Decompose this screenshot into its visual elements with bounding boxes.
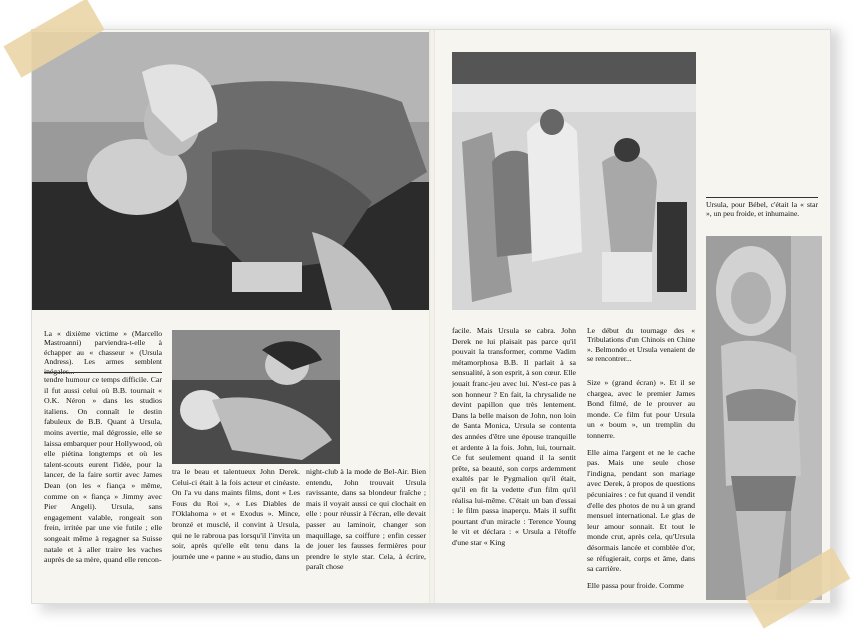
article-column-3: night-club à la mode de Bel-Air. Bien entendu, John trouvait Ursula ravissante, dans sa blondeur fraîche ; mais il voyait aussi ce qui clochait en elle : pour réussir à l'écran, elle devait passer au laminoir, changer son maquillage, sa coiffure ; enfin cesser de jouer les fausses fermières pour prendre le style star. Cela, à écrire, paraît chose bbox=[306, 467, 426, 572]
photo-beach-set bbox=[452, 52, 696, 310]
article-column-1: tendre humour ce temps difficile. Car il fut aussi celui où B.B. tournait « O.K. Néron » dans les studios italiens. On connaît le destin fabuleux de B.B. Quant à Ursula, moins avertie, mal dégrossie, elle se laissa embarquer pour Hollywood, où elle piétina longtemps et où les talent-scouts eurent l'idée, pour la lancer, de la faire sortir avec James Dean (on les « fiança » même, comme on « fiança » Jimmy avec Pier Angeli). Ursula, sans engagement valable, rongeait son frein, irritée par une vie futile ; elle songeait même à regagner sa Suisse natale et à aller traire les vaches auprès de sa mère, quand elle rencon- bbox=[44, 375, 162, 565]
paragraph-froide: Elle passa pour froide. Comme bbox=[587, 580, 684, 590]
photo-ursula-bikini bbox=[706, 236, 822, 600]
article-column-2: tra le beau et talentueux John Derek. Celui-ci était à la fois acteur et cinéaste. On l'a vu dans maints films, dont « Les Fous du Roi », « Les Diables de l'Oklahoma » et « Exodus ». Mince, bronzé et musclé, il convint à Ursula, qui ne le rabroua pas lorsqu'il l'invita un soir, après qu'elle eût tenu dans la journée une « panne » au studio, dans un bbox=[172, 467, 300, 561]
caption-tribulations: Le début du tournage des « Tribulations d'un Chinois en Chine ». Belmondo et Ursula venaient de se rencontrer... bbox=[587, 326, 695, 364]
photo-embrace-scene bbox=[32, 32, 429, 310]
photo-couple-lying bbox=[172, 330, 340, 464]
article-column-5 bbox=[587, 378, 695, 593]
paragraph-argent: Elle aima l'argent et ne le cache pas. Mais une seule chose l'indigna, pendant son mariage avec Derek, à propos de questions pécuniaires : ce fut quand il vendit d'elle des photos de nu à un grand mensuel international. Le glas de leur amour sonnait. Et tout le monde crut, après cela, qu'Ursula désormais lancée et comblée d'or, se réfugierait, corps et âme, dans sa carrière. bbox=[587, 447, 695, 574]
paragraph-james-bond: Size » (grand écran) ». Et il se chargea, avec le premier James Bond filmé, de le prouver au monde. Ce film fut pour Ursula un « boum », un tremplin du tonnerre. bbox=[587, 378, 695, 440]
page-gutter bbox=[429, 30, 435, 603]
caption-dixieme-victime: La « dixième victime » (Marcello Mastroanni) parviendra-t-elle à échapper au « chasseur » (Ursula Andress). Les armes semblent inégales... bbox=[44, 329, 162, 376]
caption-rule bbox=[706, 197, 818, 198]
article-column-4: facile. Mais Ursula se cabra. John Derek ne lui plaisait pas parce qu'il pouvait la transformer, comme Vadim métamorphosa B.B. Il parlait à sa sensualité, à son esprit, à son cœur. Elle jouait franc-jeu avec lui. N'est-ce pas à son honneur ? En fait, la chrysalide ne devint papillon que très lentement. Dans la belle maison de John, non loin de Santa Monica, Ursula se contenta des années d'être une épouse tranquille et ardente à la fois. John, lui, tournait. Ce fut seulement quand il la sentit prête, sa beauté, son corps ardemment exaltés par le Pygmalion qu'il était, qu'il en fit la vedette d'un film qu'il réalisa lui-même. C'était un ban d'essai : le film passa inaperçu. Mais il suffit pourtant d'un miracle : Terence Young le vit et déclara : « Ursula a l'étoffe d'une star « King bbox=[452, 326, 576, 547]
caption-rule bbox=[44, 372, 162, 373]
caption-bebel-star: Ursula, pour Bébel, c'était la « star », un peu froide, et inhumaine. bbox=[706, 200, 818, 219]
